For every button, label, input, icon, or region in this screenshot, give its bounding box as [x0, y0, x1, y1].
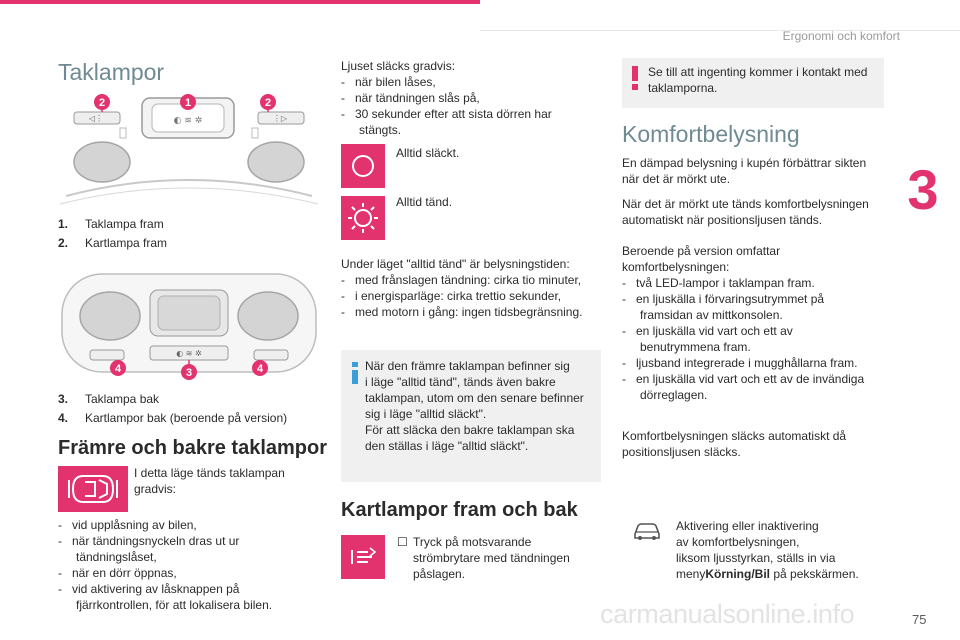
paragraph: När det är mörkt ute tänds komfortbelysningen automatiskt när positionsljusen tänds.: [622, 197, 869, 227]
header-accent-bar: [0, 0, 480, 4]
list-item: - vid aktivering av låsknappen på fjärrkontrollen, för att lokalisera bilen.: [58, 582, 273, 612]
page-number: 75: [912, 612, 927, 627]
list-item: - en ljuskälla vid vart och ett av benutrymmena fram.: [622, 324, 793, 354]
press-instruction: ☐ Tryck på motsvarande strömbrytare med tändningen påslagen.: [397, 535, 570, 581]
section-title-front-rear: Främre och bakre taklampor: [58, 437, 327, 459]
arrow-icon: ☐: [397, 535, 408, 549]
warning-text: Se till att ingenting kommer i kontakt med taklamporna.: [648, 65, 868, 95]
svg-text:⋮▷: ⋮▷: [272, 114, 288, 123]
list-item: - två LED-lampor i taklampan fram.: [622, 276, 815, 290]
svg-text:◐ ≋ ✲: ◐ ≋ ✲: [173, 116, 203, 126]
list-item: - en ljuskälla vid vart och ett av de invändiga dörreglagen.: [622, 372, 865, 402]
paragraph: Komfortbelysningen släcks automatiskt då positionsljusen släcks.: [622, 429, 847, 459]
car-setting-text: Aktivering eller inaktivering av komfortbelysningen, liksom ljusstyrkan, ställs in via menyKörning/Bil på pekskärmen.: [676, 519, 859, 581]
paragraph: Beroende på version omfattar komfortbelysningen:: [622, 244, 781, 274]
on-state-bullets: [341, 272, 582, 320]
list-item: - ljusband integrerade i mugghållarna fram.: [622, 356, 858, 370]
paragraph: En dämpad belysning i kupén förbättrar sikten när det är mörkt ute.: [622, 156, 867, 186]
figure2-caption: [58, 391, 287, 426]
chapter-title: Ergonomi och komfort: [782, 29, 900, 43]
car-icon: [632, 520, 662, 542]
info-icon: [349, 362, 361, 384]
list-item: - när tändningen slås på,: [341, 91, 480, 105]
fade-out-intro: Ljuset släcks gradvis:: [341, 59, 456, 73]
svg-text:◐ ≋ ✲: ◐ ≋ ✲: [176, 349, 202, 358]
list-item: - när en dörr öppnas,: [58, 566, 177, 580]
always-off-text: Alltid släckt.: [396, 146, 460, 160]
door-open-icon: [58, 466, 128, 512]
map-lamp-icon: [341, 535, 385, 579]
footer-watermark: carmanualsonline.info: [600, 599, 855, 629]
light-off-icon: [341, 144, 385, 188]
always-on-text: Alltid tänd.: [396, 195, 453, 209]
list-item: - med frånslagen tändning: cirka tio minuter,: [341, 273, 582, 287]
section-title-komfortbelysning: Komfortbelysning: [622, 121, 800, 147]
callout-1: 1: [184, 97, 192, 109]
list-item: - när tändningsnyckeln dras ut ur tändningslåset,: [58, 534, 240, 564]
warning-icon: [630, 66, 640, 90]
chapter-number: 3: [907, 158, 939, 221]
callout-4a: 4: [114, 363, 122, 375]
comfort-bullets: [622, 275, 864, 403]
list-item: - vid upplåsning av bilen,: [58, 518, 197, 532]
list-item: - en ljuskälla i förvaringsutrymmet på framsidan av mittkonsolen.: [622, 292, 825, 322]
list-item: - i energisparläge: cirka trettio sekunder,: [341, 289, 562, 303]
svg-text:◁⋮: ◁⋮: [88, 114, 104, 123]
info-text: När den främre taklampan befinner sig i läge "alltid tänd", tänds även bakre taklampan, utom om den senare befinner sig i läge "alltid släckt". För att släcka den bakre taklampan ska den ställas i läge "alltid släckt".: [365, 359, 584, 453]
light-on-icon: [341, 196, 385, 240]
caption-item: 1. Taklampa fram: [58, 217, 164, 231]
rear-ceiling-lamp-illustration: [58, 268, 320, 380]
figure1-caption: [58, 216, 167, 251]
section-title-map-lamps: Kartlampor fram och bak: [341, 499, 578, 521]
door-bullet-list: [58, 517, 272, 613]
on-state-title: Under läget "alltid tänd" är belysningstiden:: [341, 257, 570, 271]
caption-item: 4. Kartlampor bak (beroende på version): [58, 411, 288, 425]
info-box: [341, 350, 601, 482]
list-item: - med motorn i gång: ingen tidsbegränsning.: [341, 305, 583, 319]
fade-out-bullets: [341, 74, 552, 138]
caption-item: 3. Taklampa bak: [58, 392, 160, 406]
callout-2b: 2: [264, 97, 272, 109]
list-item: - 30 sekunder efter att sista dörren har stängts.: [341, 107, 552, 137]
door-icon-text: I detta läge tänds taklampan gradvis:: [134, 466, 285, 496]
list-item: - när bilen låses,: [341, 75, 436, 89]
callout-2a: 2: [98, 97, 106, 109]
warning-box: [622, 58, 884, 108]
callout-4b: 4: [256, 363, 264, 375]
front-ceiling-lamp-illustration: [58, 86, 320, 208]
caption-item: 2. Kartlampa fram: [58, 236, 168, 250]
callout-3: 3: [185, 367, 193, 379]
menu-path: Körning/Bil: [705, 567, 771, 581]
section-title-taklampor: Taklampor: [58, 59, 165, 85]
